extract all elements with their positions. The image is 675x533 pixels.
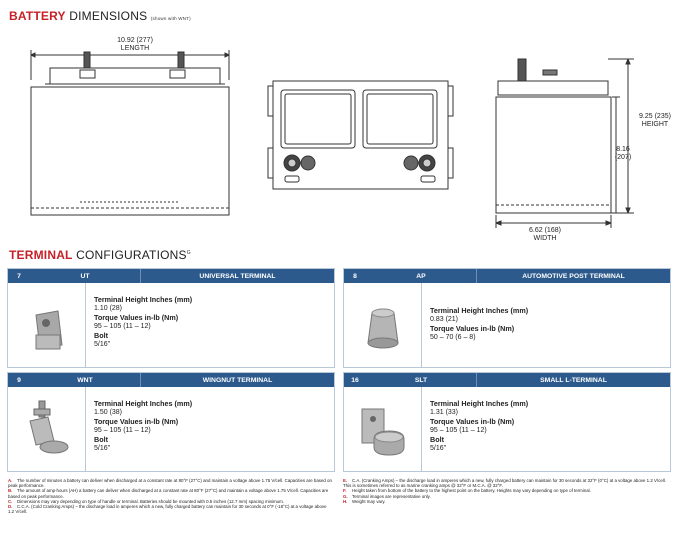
terminal-number: 7 xyxy=(17,272,21,280)
width-dimension: 6.62 (168) WIDTH xyxy=(529,227,561,242)
terminal-name: AUTOMOTIVE POST TERMINAL xyxy=(476,269,670,283)
card-header xyxy=(8,269,334,283)
terminal-code: UT xyxy=(80,272,90,280)
terminal-name: UNIVERSAL TERMINAL xyxy=(140,269,334,283)
terminal-specs: Terminal Height Inches (mm) 1.50 (38) Torque Values in-lb (Nm) 95 – 105 (11 – 12) Bolt 5/16" xyxy=(94,399,193,453)
terminal-code: AP xyxy=(416,272,426,280)
footnotes-left xyxy=(8,478,333,514)
terminal-name: SMALL L-TERMINAL xyxy=(476,373,670,387)
card-header xyxy=(344,269,670,283)
footnote: F. Height taken from bottom of the battery to the highest point on the battery. Heights may vary depending on type of terminal. xyxy=(343,488,591,494)
terminal-specs: Terminal Height Inches (mm) 1.31 (33) Torque Values in-lb (Nm) 95 – 105 (11 – 12) Bolt 5/16" xyxy=(430,399,529,453)
terminal-specs: Terminal Height Inches (mm) 1.10 (28) Torque Values in-lb (Nm) 95 – 105 (11 – 12) Bolt 5/16" xyxy=(94,295,193,349)
card-header xyxy=(344,373,670,387)
terminal-image-cell xyxy=(344,283,422,367)
terminal-card-ut xyxy=(7,268,335,368)
battery-top-view xyxy=(265,78,455,196)
height-dimension: 9.25 (235) HEIGHT xyxy=(639,113,671,128)
automotive-post-icon xyxy=(344,283,422,367)
length-dimension: 10.92 (277) LENGTH xyxy=(117,37,153,52)
terminal-number: 8 xyxy=(353,272,357,280)
battery-front-view xyxy=(20,40,240,222)
universal-terminal-icon xyxy=(8,283,86,367)
terminal-configurations-title: TERMINAL $CONFIGURATIONS^G$ xyxy=(9,248,191,262)
footnote: G. Terminal images are representative only. xyxy=(343,493,431,499)
footnotes-right xyxy=(343,478,671,504)
footnote: B. The amount of amp-hours (AH) a battery can deliver when discharged at a constant rate at 80°F (27°C) and maintain a voltage above 1.75 V/cell. Capacities are based on peak performance. xyxy=(8,488,329,499)
terminal-number: 9 xyxy=(17,376,21,384)
small-l-terminal-icon xyxy=(344,387,422,471)
battery-side-view xyxy=(488,55,638,245)
terminal-card-slt xyxy=(343,372,671,472)
terminal-specs: Terminal Height Inches (mm) 0.83 (21) Torque Values in-lb (Nm) 50 – 70 (6 – 8) xyxy=(430,306,529,342)
footnote: D. C.C.A. (Cold Cranking Amps) – the discharge load in amperes which a new, fully charged battery can maintain for 30 seconds at 0°F (-18°C) at a voltage above 1.2 V/cell. xyxy=(8,504,327,515)
terminal-code: WNT xyxy=(77,376,93,384)
terminal-card-ap xyxy=(343,268,671,368)
terminal-name: WINGNUT TERMINAL xyxy=(140,373,334,387)
terminal-image-cell xyxy=(8,283,86,367)
terminal-image-cell xyxy=(8,387,86,471)
footnote: E. C.A. (Cranking Amps) – the discharge load in amperes which a new, fully charged battery can maintain for 30 seconds at 32°F (0°C) at a voltage above 1.2 V/cell. This is sometimes referred to as marine cranking amps @ 32°F or M.C.A. @ 32°F. xyxy=(343,478,666,489)
footnote: C. Dimensions may vary depending on type of handle or terminal. Batteries should be mounted with 0.5 inches (12.7 mm) spacing minimum. xyxy=(8,498,284,504)
terminal-card-wnt xyxy=(7,372,335,472)
terminal-number: 16 xyxy=(351,376,359,384)
footnote: A. The number of minutes a battery can deliver when discharged at a constant rate at 80°F (27°C) and maintain a voltage above 1.75 V/cell. Capacities are based on peak performance. xyxy=(8,478,332,489)
terminal-code: SLT xyxy=(414,376,428,384)
battery-dimensions-title: BATTERY DIMENSIONS (shown with WNT) xyxy=(9,9,191,23)
inner-height-dimension: 8.16 (207) xyxy=(614,146,632,161)
card-header xyxy=(8,373,334,387)
terminal-image-cell xyxy=(344,387,422,471)
wingnut-terminal-icon xyxy=(8,387,86,471)
footnote: H. Weight may vary. xyxy=(343,498,386,504)
